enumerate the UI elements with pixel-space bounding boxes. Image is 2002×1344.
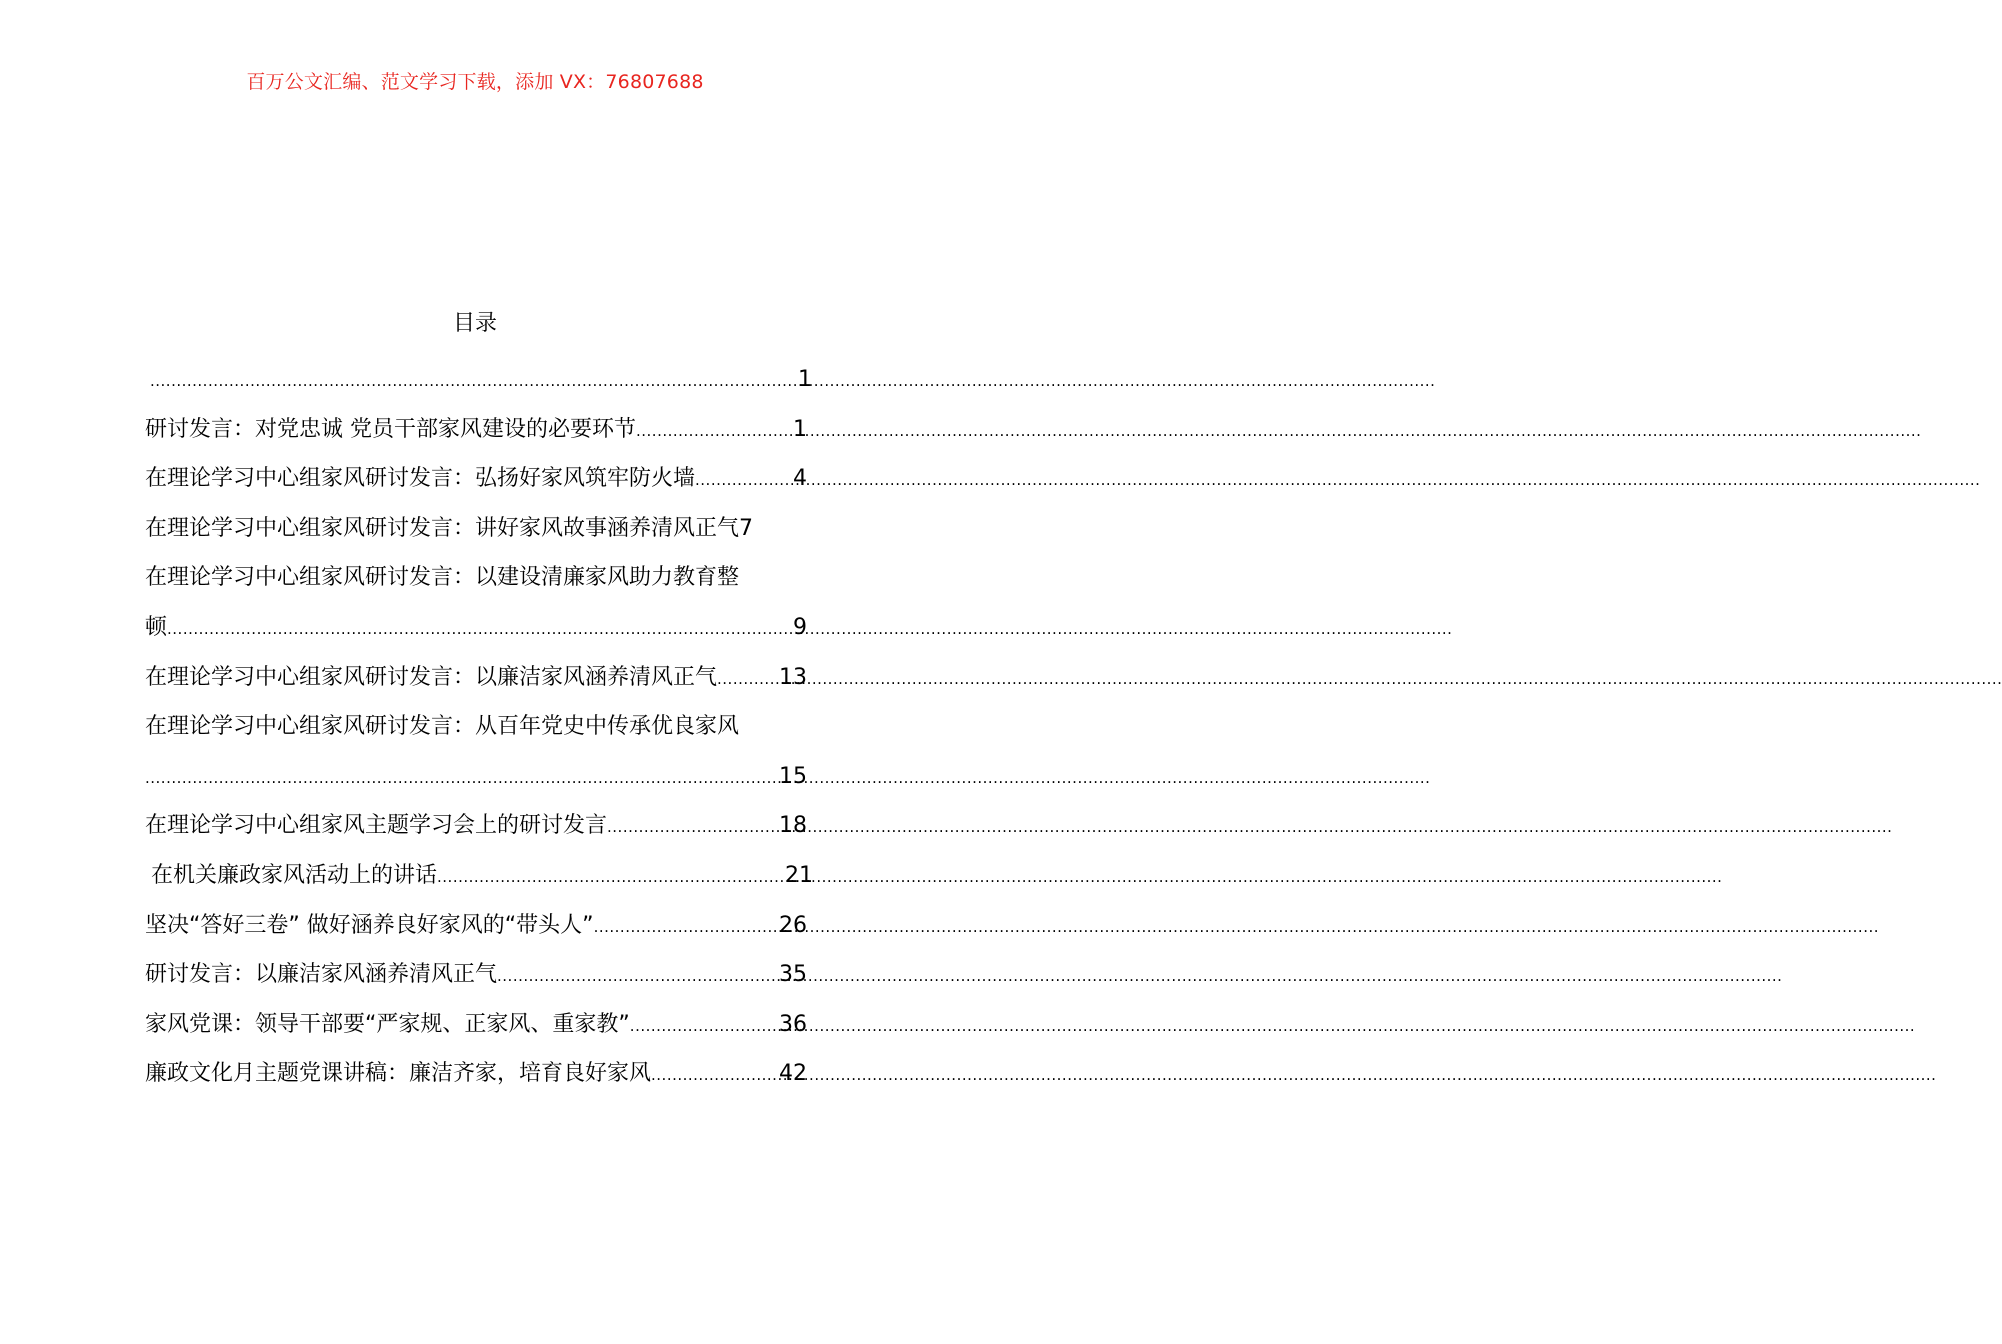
toc-entry-line-2[interactable] [145,752,807,802]
toc-entry[interactable] [145,901,807,951]
toc-entry-title: 坚决“答好三卷” 做好涵养良好家风的“带头人” [145,912,594,938]
dot-leader [695,456,793,506]
dot-leader [497,952,779,1002]
toc-entry-title: 在理论学习中心组家风研讨发言：以廉洁家风涵养清风正气 [145,664,718,690]
toc-entry[interactable] [145,504,807,554]
toc-entry[interactable] [145,355,812,405]
dot-leader [651,1051,779,1101]
toc-entry-line-1[interactable] [145,702,807,752]
toc-entry-page: 26 [779,912,807,938]
dot-leader [630,1002,779,1052]
toc-entry[interactable] [145,950,807,1000]
toc-entry-title-continued: 顿 [145,614,168,640]
toc-entry-page: 36 [779,1011,807,1037]
toc-entry-line-1[interactable] [145,553,807,603]
toc-entry-title: 研讨发言：对党忠诚 党员干部家风建设的必要环节 [145,416,636,442]
dot-leader [437,853,785,903]
toc-entry-page: 35 [779,962,807,988]
toc-entry[interactable] [145,1000,807,1050]
toc-entry-title: 家风党课：领导干部要“严家规、正家风、重家教” [145,1011,630,1037]
toc-entry[interactable] [145,405,807,455]
dot-leader [594,903,779,953]
toc-entry-page: 7 [739,515,754,541]
toc-entry-title: 研讨发言：以廉洁家风涵养清风正气 [145,962,498,988]
toc-entry[interactable] [145,851,813,901]
toc-entry-page: 4 [793,466,807,492]
dot-leader [167,605,793,655]
toc-entry-page: 21 [785,862,813,888]
toc-entry-title: 在机关廉政家风活动上的讲话 [151,862,438,888]
toc-title: 目录 [452,311,497,336]
toc-entry-line-2[interactable] [145,603,807,653]
toc-entry-title: 在理论学习中心组家风研讨发言：以建设清廉家风助力教育整 [145,565,740,591]
toc-entry-title: 廉政文化月主题党课讲稿：廉洁齐家，培育良好家风 [145,1061,652,1087]
toc-entry-title: 在理论学习中心组家风主题学习会上的研讨发言 [145,813,608,839]
dot-leader [150,357,798,407]
toc-entry-page: 13 [779,664,807,690]
toc-entry-page: 1 [798,367,812,392]
dot-leader [145,754,779,804]
toc-entry-page: 18 [779,813,807,839]
toc-entry[interactable] [145,1049,807,1099]
toc-entry-page: 42 [779,1061,807,1087]
toc-entry-page: 15 [779,763,807,789]
header-notice: 百万公文汇编、范文学习下载，添加 VX：76807688 [246,71,704,93]
table-of-contents [145,355,813,1099]
toc-entry[interactable] [145,801,807,851]
dot-leader [717,655,779,705]
toc-entry-title: 在理论学习中心组家风研讨发言：讲好家风故事涵养清风正气 [145,515,740,541]
toc-entry-title: 在理论学习中心组家风研讨发言：从百年党史中传承优良家风 [145,714,740,740]
toc-entry-title: 在理论学习中心组家风研讨发言：弘扬好家风筑牢防火墙 [145,466,696,492]
dot-leader [607,803,779,853]
toc-entry-page: 9 [793,614,807,640]
dot-leader [636,407,793,457]
toc-entry[interactable] [145,653,807,703]
toc-entry-page: 1 [793,416,807,442]
toc-entry[interactable] [145,454,807,504]
